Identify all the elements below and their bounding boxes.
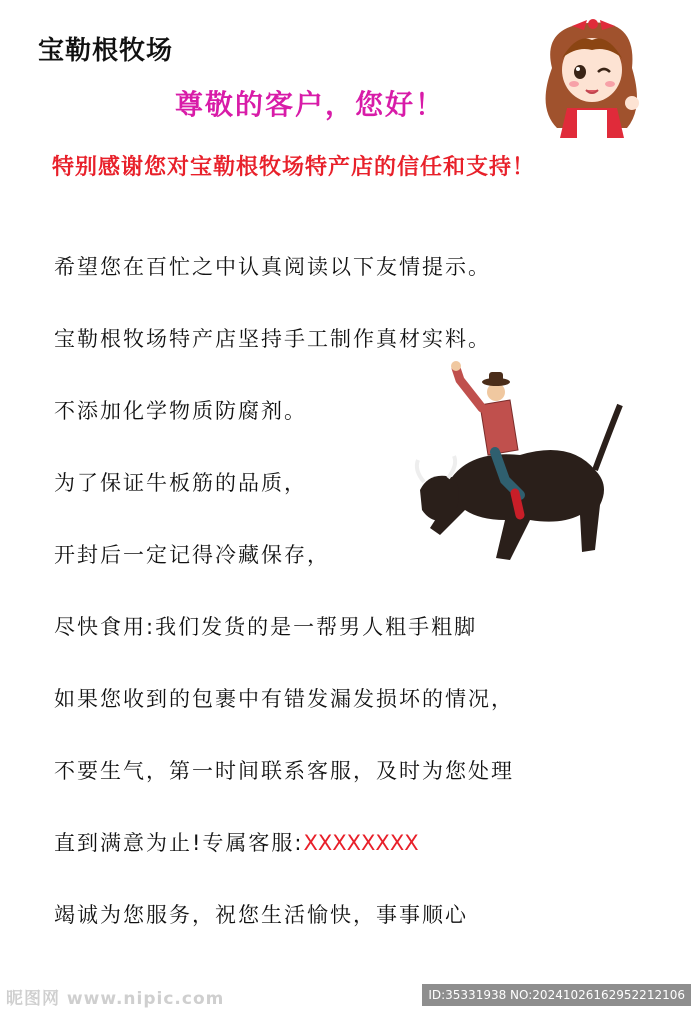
notice-line: 开封后一定记得冷藏保存， — [54, 543, 330, 567]
service-contact: XXXXXXXX — [303, 831, 419, 855]
brand-title: 宝勒根牧场 — [38, 36, 174, 66]
watermark-site: 昵图网 www.nipic.com — [6, 989, 225, 1009]
thanks-banner: 特别感谢您对宝勒根牧场特产店的信任和支持！ — [52, 155, 536, 180]
notice-line: 希望您在百忙之中认真阅读以下友情提示。 — [54, 255, 491, 279]
service-prefix: 直到满意为止!专属客服: — [54, 831, 304, 855]
bull-rider-illustration — [410, 360, 630, 575]
closing-line: 竭诚为您服务，祝您生活愉快，事事顺心 — [54, 903, 468, 927]
notice-line: 为了保证牛板筋的品质， — [54, 471, 307, 495]
notice-line: 宝勒根牧场特产店坚持手工制作真材实料。 — [54, 327, 491, 351]
greeting-heading: 尊敬的客户，您好！ — [175, 88, 446, 121]
notice-line: 尽快食用:我们发货的是一帮男人粗手粗脚 — [54, 615, 478, 639]
watermark-id: ID:35331938 NO:20241026162952212106 — [422, 984, 691, 1006]
service-line — [54, 828, 654, 900]
cartoon-girl-illustration — [532, 8, 652, 138]
notice-line: 如果您收到的包裹中有错发漏发损坏的情况， — [54, 687, 514, 711]
notice-line: 不添加化学物质防腐剂。 — [54, 399, 307, 423]
notice-line: 不要生气，第一时间联系客服，及时为您处理 — [54, 759, 514, 783]
